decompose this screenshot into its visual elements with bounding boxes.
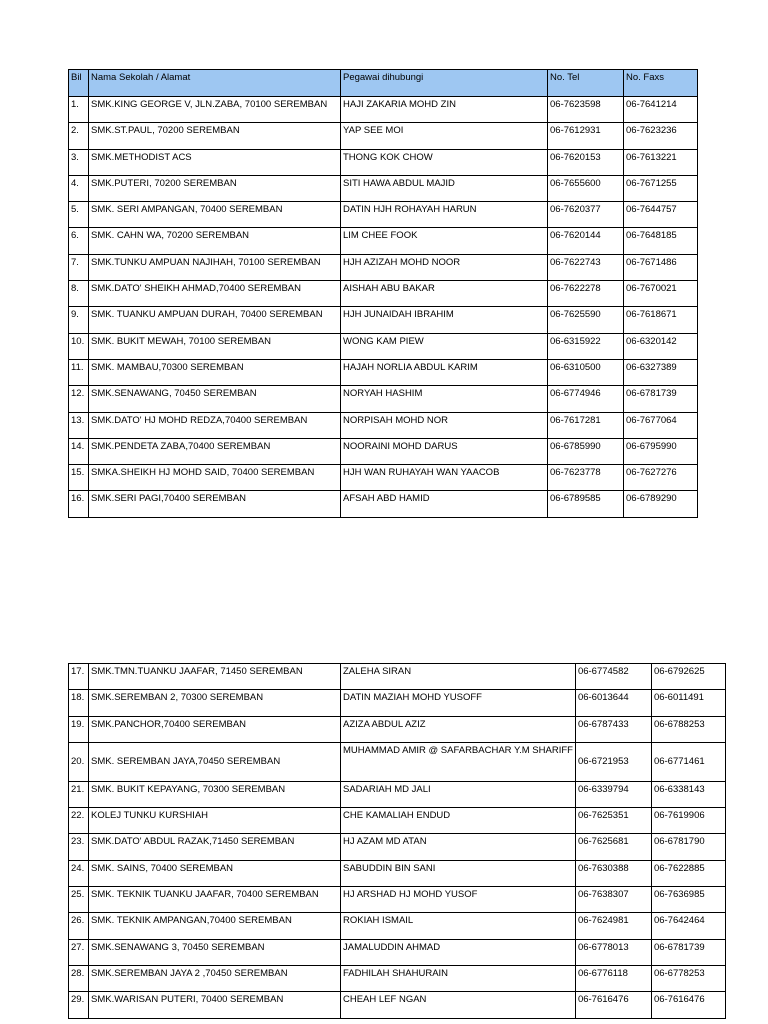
cell-officer: NORYAH HASHIM bbox=[341, 386, 548, 412]
cell-bil: 27. bbox=[69, 939, 89, 965]
cell-school: SMK. BUKIT MEWAH, 70100 SEREMBAN bbox=[89, 333, 341, 359]
cell-bil: 22. bbox=[69, 808, 89, 834]
cell-fax: 06-7641214 bbox=[624, 97, 698, 123]
cell-school: SMK.KING GEORGE V, JLN.ZABA, 70100 SEREMBAN bbox=[89, 97, 341, 123]
cell-officer: FADHILAH SHAHURAIN bbox=[341, 965, 576, 991]
cell-bil: 2. bbox=[69, 123, 89, 149]
table-row bbox=[69, 465, 698, 491]
cell-school: SMK.SEREMBAN JAYA 2 ,70450 SEREMBAN bbox=[89, 965, 341, 991]
table-1-body bbox=[69, 97, 698, 518]
cell-fax: 06-6011491 bbox=[651, 690, 725, 716]
cell-school: SMK. TEKNIK TUANKU JAAFAR, 70400 SEREMBAN bbox=[89, 887, 341, 913]
table-row bbox=[69, 887, 726, 913]
cell-fax: 06-7618671 bbox=[624, 307, 698, 333]
cell-bil: 21. bbox=[69, 781, 89, 807]
cell-officer: JAMALUDDIN AHMAD bbox=[341, 939, 576, 965]
cell-school: SMK.WARISAN PUTERI, 70400 SEREMBAN bbox=[89, 992, 341, 1018]
table-row bbox=[69, 860, 726, 886]
cell-officer: AFSAH ABD HAMID bbox=[341, 491, 548, 517]
cell-tel: 06-6310500 bbox=[548, 359, 624, 385]
table-row bbox=[69, 175, 698, 201]
table-row bbox=[69, 333, 698, 359]
cell-officer: SITI HAWA ABDUL MAJID bbox=[341, 175, 548, 201]
cell-officer: AISHAH ABU BAKAR bbox=[341, 281, 548, 307]
cell-tel: 06-7622278 bbox=[548, 281, 624, 307]
table-2-body bbox=[69, 664, 726, 1019]
cell-school: SMK. CAHN WA, 70200 SEREMBAN bbox=[89, 228, 341, 254]
cell-fax: 06-6792625 bbox=[651, 664, 725, 690]
cell-school: SMK.PANCHOR,70400 SEREMBAN bbox=[89, 716, 341, 742]
cell-bil: 13. bbox=[69, 412, 89, 438]
table-row bbox=[69, 202, 698, 228]
header-school: Nama Sekolah / Alamat bbox=[89, 70, 341, 97]
cell-officer: SADARIAH MD JALI bbox=[341, 781, 576, 807]
cell-tel: 06-7638307 bbox=[575, 887, 651, 913]
cell-tel: 06-7622743 bbox=[548, 254, 624, 280]
cell-tel: 06-6774946 bbox=[548, 386, 624, 412]
cell-fax: 06-7670021 bbox=[624, 281, 698, 307]
header-bil: Bil bbox=[69, 70, 89, 97]
table-row bbox=[69, 965, 726, 991]
cell-tel: 06-6778013 bbox=[575, 939, 651, 965]
cell-fax: 06-7671255 bbox=[624, 175, 698, 201]
cell-bil: 9. bbox=[69, 307, 89, 333]
cell-tel: 06-7623598 bbox=[548, 97, 624, 123]
cell-fax: 06-7616476 bbox=[651, 992, 725, 1018]
cell-tel: 06-6315922 bbox=[548, 333, 624, 359]
cell-tel: 06-7617281 bbox=[548, 412, 624, 438]
cell-officer: ZALEHA SIRAN bbox=[341, 664, 576, 690]
table-row bbox=[69, 386, 698, 412]
cell-school: SMK.PENDETA ZABA,70400 SEREMBAN bbox=[89, 438, 341, 464]
cell-tel: 06-7616476 bbox=[575, 992, 651, 1018]
cell-school: SMK.TMN.TUANKU JAAFAR, 71450 SEREMBAN bbox=[89, 664, 341, 690]
table-row bbox=[69, 412, 698, 438]
cell-tel: 06-6774582 bbox=[575, 664, 651, 690]
cell-bil: 26. bbox=[69, 913, 89, 939]
table-row bbox=[69, 254, 698, 280]
cell-tel: 06-7623778 bbox=[548, 465, 624, 491]
cell-officer: WONG KAM PIEW bbox=[341, 333, 548, 359]
cell-fax: 06-6781739 bbox=[624, 386, 698, 412]
cell-officer: MUHAMMAD AMIR @ SAFARBACHAR Y.M SHARIFF bbox=[341, 742, 576, 781]
cell-fax: 06-7648185 bbox=[624, 228, 698, 254]
cell-bil: 25. bbox=[69, 887, 89, 913]
table-row bbox=[69, 491, 698, 517]
cell-fax: 06-6338143 bbox=[651, 781, 725, 807]
cell-school: SMK.DATO' SHEIKH AHMAD,70400 SEREMBAN bbox=[89, 281, 341, 307]
cell-bil: 14. bbox=[69, 438, 89, 464]
cell-school: SMK.DATO' ABDUL RAZAK,71450 SEREMBAN bbox=[89, 834, 341, 860]
cell-fax: 06-6781739 bbox=[651, 939, 725, 965]
cell-officer: NOORAINI MOHD DARUS bbox=[341, 438, 548, 464]
cell-fax: 06-7613221 bbox=[624, 149, 698, 175]
cell-bil: 10. bbox=[69, 333, 89, 359]
cell-bil: 29. bbox=[69, 992, 89, 1018]
cell-fax: 06-7677064 bbox=[624, 412, 698, 438]
cell-bil: 3. bbox=[69, 149, 89, 175]
cell-school: SMK.SENAWANG 3, 70450 SEREMBAN bbox=[89, 939, 341, 965]
cell-school: SMK.DATO' HJ MOHD REDZA,70400 SEREMBAN bbox=[89, 412, 341, 438]
cell-tel: 06-6776118 bbox=[575, 965, 651, 991]
cell-bil: 24. bbox=[69, 860, 89, 886]
table-row bbox=[69, 808, 726, 834]
cell-fax: 06-6771461 bbox=[651, 742, 725, 781]
cell-officer: HJ AZAM MD ATAN bbox=[341, 834, 576, 860]
cell-officer: AZIZA ABDUL AZIZ bbox=[341, 716, 576, 742]
cell-officer: NORPISAH MOHD NOR bbox=[341, 412, 548, 438]
cell-tel: 06-7630388 bbox=[575, 860, 651, 886]
cell-school: SMK.SENAWANG, 70450 SEREMBAN bbox=[89, 386, 341, 412]
cell-officer: CHEAH LEF NGAN bbox=[341, 992, 576, 1018]
cell-bil: 12. bbox=[69, 386, 89, 412]
school-contact-table-2 bbox=[68, 663, 726, 1019]
cell-bil: 18. bbox=[69, 690, 89, 716]
cell-bil: 7. bbox=[69, 254, 89, 280]
cell-school: SMK.SEREMBAN 2, 70300 SEREMBAN bbox=[89, 690, 341, 716]
table-header-row bbox=[69, 70, 698, 97]
cell-school: SMK. TUANKU AMPUAN DURAH, 70400 SEREMBAN bbox=[89, 307, 341, 333]
cell-fax: 06-6778253 bbox=[651, 965, 725, 991]
cell-tel: 06-7612931 bbox=[548, 123, 624, 149]
table-row bbox=[69, 781, 726, 807]
cell-fax: 06-6781790 bbox=[651, 834, 725, 860]
cell-fax: 06-7671486 bbox=[624, 254, 698, 280]
cell-bil: 23. bbox=[69, 834, 89, 860]
cell-bil: 4. bbox=[69, 175, 89, 201]
cell-bil: 17. bbox=[69, 664, 89, 690]
cell-officer: HJ ARSHAD HJ MOHD YUSOF bbox=[341, 887, 576, 913]
cell-tel: 06-7620144 bbox=[548, 228, 624, 254]
cell-fax: 06-6327389 bbox=[624, 359, 698, 385]
cell-bil: 8. bbox=[69, 281, 89, 307]
table-row bbox=[69, 97, 698, 123]
cell-officer: LIM CHEE FOOK bbox=[341, 228, 548, 254]
table-row bbox=[69, 149, 698, 175]
cell-tel: 06-7655600 bbox=[548, 175, 624, 201]
cell-tel: 06-6785990 bbox=[548, 438, 624, 464]
cell-fax: 06-7627276 bbox=[624, 465, 698, 491]
cell-tel: 06-7625351 bbox=[575, 808, 651, 834]
cell-bil: 28. bbox=[69, 965, 89, 991]
cell-officer: DATIN HJH ROHAYAH HARUN bbox=[341, 202, 548, 228]
cell-school: SMK.METHODIST ACS bbox=[89, 149, 341, 175]
table-row bbox=[69, 716, 726, 742]
table-row bbox=[69, 307, 698, 333]
cell-officer: CHE KAMALIAH ENDUD bbox=[341, 808, 576, 834]
cell-bil: 6. bbox=[69, 228, 89, 254]
cell-school: SMK. SERI AMPANGAN, 70400 SEREMBAN bbox=[89, 202, 341, 228]
table-row bbox=[69, 438, 698, 464]
cell-school: SMK.SERI PAGI,70400 SEREMBAN bbox=[89, 491, 341, 517]
cell-tel: 06-7624981 bbox=[575, 913, 651, 939]
table-row bbox=[69, 939, 726, 965]
cell-tel: 06-7620377 bbox=[548, 202, 624, 228]
cell-fax: 06-7636985 bbox=[651, 887, 725, 913]
table-row bbox=[69, 913, 726, 939]
cell-officer: THONG KOK CHOW bbox=[341, 149, 548, 175]
cell-officer: HJH AZIZAH MOHD NOOR bbox=[341, 254, 548, 280]
header-officer: Pegawai dihubungi bbox=[341, 70, 548, 97]
cell-tel: 06-7625590 bbox=[548, 307, 624, 333]
cell-officer: HAJAH NORLIA ABDUL KARIM bbox=[341, 359, 548, 385]
cell-officer: ROKIAH ISMAIL bbox=[341, 913, 576, 939]
cell-bil: 1. bbox=[69, 97, 89, 123]
table-row bbox=[69, 664, 726, 690]
cell-school: KOLEJ TUNKU KURSHIAH bbox=[89, 808, 341, 834]
header-fax: No. Faxs bbox=[624, 70, 698, 97]
cell-officer: DATIN MAZIAH MOHD YUSOFF bbox=[341, 690, 576, 716]
cell-school: SMKA.SHEIKH HJ MOHD SAID, 70400 SEREMBAN bbox=[89, 465, 341, 491]
table-row bbox=[69, 834, 726, 860]
school-contact-table-1 bbox=[68, 69, 698, 518]
cell-school: SMK.TUNKU AMPUAN NAJIHAH, 70100 SEREMBAN bbox=[89, 254, 341, 280]
cell-fax: 06-7622885 bbox=[651, 860, 725, 886]
table-row bbox=[69, 742, 726, 781]
table-row bbox=[69, 690, 726, 716]
cell-bil: 19. bbox=[69, 716, 89, 742]
cell-officer: HAJI ZAKARIA MOHD ZIN bbox=[341, 97, 548, 123]
cell-tel: 06-6013644 bbox=[575, 690, 651, 716]
table-row bbox=[69, 992, 726, 1018]
cell-school: SMK. TEKNIK AMPANGAN,70400 SEREMBAN bbox=[89, 913, 341, 939]
cell-officer: SABUDDIN BIN SANI bbox=[341, 860, 576, 886]
cell-fax: 06-6788253 bbox=[651, 716, 725, 742]
cell-tel: 06-6721953 bbox=[575, 742, 651, 781]
cell-school: SMK.ST.PAUL, 70200 SEREMBAN bbox=[89, 123, 341, 149]
cell-school: SMK. MAMBAU,70300 SEREMBAN bbox=[89, 359, 341, 385]
cell-fax: 06-7642464 bbox=[651, 913, 725, 939]
cell-officer: HJH WAN RUHAYAH WAN YAACOB bbox=[341, 465, 548, 491]
cell-fax: 06-6795990 bbox=[624, 438, 698, 464]
cell-officer: HJH JUNAIDAH IBRAHIM bbox=[341, 307, 548, 333]
cell-tel: 06-7625681 bbox=[575, 834, 651, 860]
cell-school: SMK. BUKIT KEPAYANG, 70300 SEREMBAN bbox=[89, 781, 341, 807]
cell-school: SMK. SEREMBAN JAYA,70450 SEREMBAN bbox=[89, 742, 341, 781]
cell-bil: 16. bbox=[69, 491, 89, 517]
cell-fax: 06-6789290 bbox=[624, 491, 698, 517]
header-tel: No. Tel bbox=[548, 70, 624, 97]
cell-fax: 06-7619906 bbox=[651, 808, 725, 834]
cell-fax: 06-7623236 bbox=[624, 123, 698, 149]
cell-school: SMK.PUTERI, 70200 SEREMBAN bbox=[89, 175, 341, 201]
cell-school: SMK. SAINS, 70400 SEREMBAN bbox=[89, 860, 341, 886]
cell-bil: 5. bbox=[69, 202, 89, 228]
cell-bil: 11. bbox=[69, 359, 89, 385]
cell-fax: 06-6320142 bbox=[624, 333, 698, 359]
table-row bbox=[69, 281, 698, 307]
table-row bbox=[69, 359, 698, 385]
cell-bil: 15. bbox=[69, 465, 89, 491]
cell-tel: 06-6339794 bbox=[575, 781, 651, 807]
cell-bil: 20. bbox=[69, 742, 89, 781]
cell-tel: 06-7620153 bbox=[548, 149, 624, 175]
table-row bbox=[69, 228, 698, 254]
cell-fax: 06-7644757 bbox=[624, 202, 698, 228]
table-row bbox=[69, 123, 698, 149]
cell-tel: 06-6787433 bbox=[575, 716, 651, 742]
cell-tel: 06-6789585 bbox=[548, 491, 624, 517]
cell-officer: YAP SEE MOI bbox=[341, 123, 548, 149]
